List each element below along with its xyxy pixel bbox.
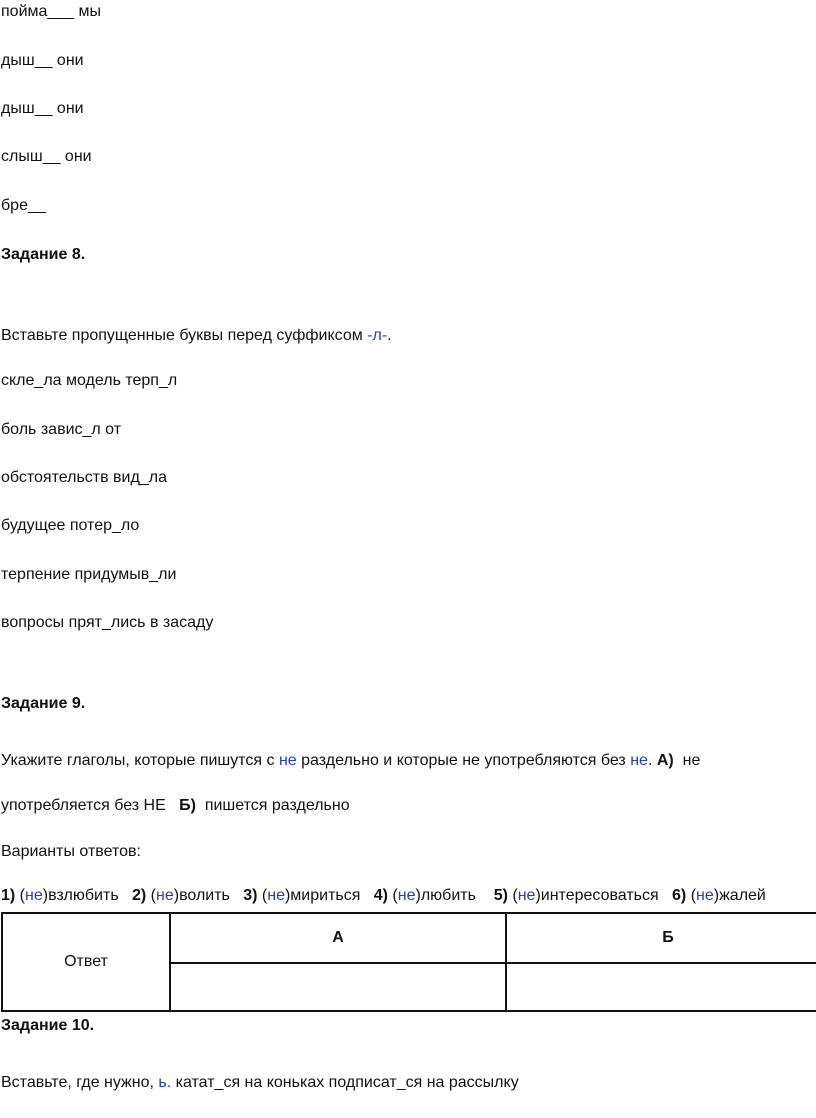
- task9-text: .: [647, 752, 657, 769]
- task8-item: будущее потер_ло: [1, 517, 140, 534]
- answer-header-b: Б: [506, 913, 816, 963]
- answer-table: [1, 912, 816, 1012]
- option-ne: не: [696, 887, 714, 904]
- option-paren: (: [507, 887, 518, 904]
- task9-text: пишется раздельно: [195, 797, 350, 814]
- task8-suffix: -л-: [367, 327, 388, 344]
- option-number: 3): [243, 887, 258, 904]
- task8-item: обстоятельств вид_ла: [1, 469, 167, 486]
- answer-cell-b[interactable]: [506, 963, 816, 1011]
- option-paren: (: [257, 887, 268, 904]
- option-ne: не: [517, 887, 536, 904]
- option-paren: (: [146, 887, 157, 904]
- task8-title: Задание 8.: [1, 246, 86, 263]
- option-ne: не: [267, 887, 285, 904]
- answer-row-label: Ответ: [2, 913, 170, 1011]
- task10-instruction: [1, 1073, 519, 1093]
- word-line: бре__: [1, 197, 46, 214]
- task10-soft-sign: ь.: [158, 1074, 172, 1091]
- task9-text: Укажите глаголы, которые пишутся с: [1, 752, 279, 769]
- word-line: дыш__ они: [1, 100, 84, 117]
- answer-header-a: А: [170, 913, 506, 963]
- task9-text: не: [673, 752, 701, 769]
- option-paren: (: [15, 887, 26, 904]
- task8-instruction: [1, 326, 392, 346]
- option-paren: (: [686, 887, 697, 904]
- task9-instruction-line1: [1, 751, 700, 771]
- option-word: )интересоваться: [535, 887, 673, 904]
- option-ne: не: [397, 887, 416, 904]
- task8-instruction-end: .: [387, 327, 392, 344]
- word-line: дыш__ они: [1, 52, 84, 69]
- task9-text: употребляется без НЕ: [1, 797, 180, 814]
- task8-item: скле_ла модель терп_л: [1, 372, 178, 389]
- option-number: 5): [493, 887, 508, 904]
- task8-instruction-text: Вставьте пропущенные буквы перед суффиксом: [1, 327, 363, 344]
- task9-a-label: А): [656, 752, 674, 769]
- task9-ne: не: [278, 752, 297, 769]
- option-word: )взлюбить: [42, 887, 132, 904]
- task8-item: вопросы прят_лись в засаду: [1, 614, 214, 631]
- word-line: пойма___ мы: [1, 3, 102, 20]
- option-number: 1): [1, 887, 16, 904]
- option-ne: не: [25, 887, 43, 904]
- answer-cell-a[interactable]: [170, 963, 506, 1011]
- task9-options: [1, 886, 766, 906]
- task9-b-label: Б): [179, 797, 196, 814]
- task10-text: Вставьте, где нужно,: [1, 1074, 159, 1091]
- option-word: )жалей: [713, 887, 766, 904]
- option-word: )волить: [173, 887, 244, 904]
- task8-item: терпение придумыв_ли: [1, 566, 177, 583]
- task9-variants-label: Варианты ответов:: [1, 843, 141, 860]
- task10-words: катат_ся на коньках подписат_ся на рассылку: [171, 1074, 519, 1091]
- task10-title: Задание 10.: [1, 1017, 95, 1034]
- task9-ne: не: [630, 752, 648, 769]
- task9-title: Задание 9.: [1, 695, 86, 712]
- task8-item: боль завис_л от: [1, 421, 122, 438]
- option-word: )любить: [415, 887, 494, 904]
- task9-text: раздельно и которые не употребляются без: [296, 752, 631, 769]
- option-ne: не: [156, 887, 174, 904]
- option-paren: (: [387, 887, 398, 904]
- option-word: )мириться: [284, 887, 374, 904]
- option-number: 2): [132, 887, 147, 904]
- word-line: слыш__ они: [1, 148, 92, 165]
- task9-instruction-line2: [1, 796, 350, 816]
- option-number: 4): [373, 887, 388, 904]
- option-number: 6): [672, 887, 687, 904]
